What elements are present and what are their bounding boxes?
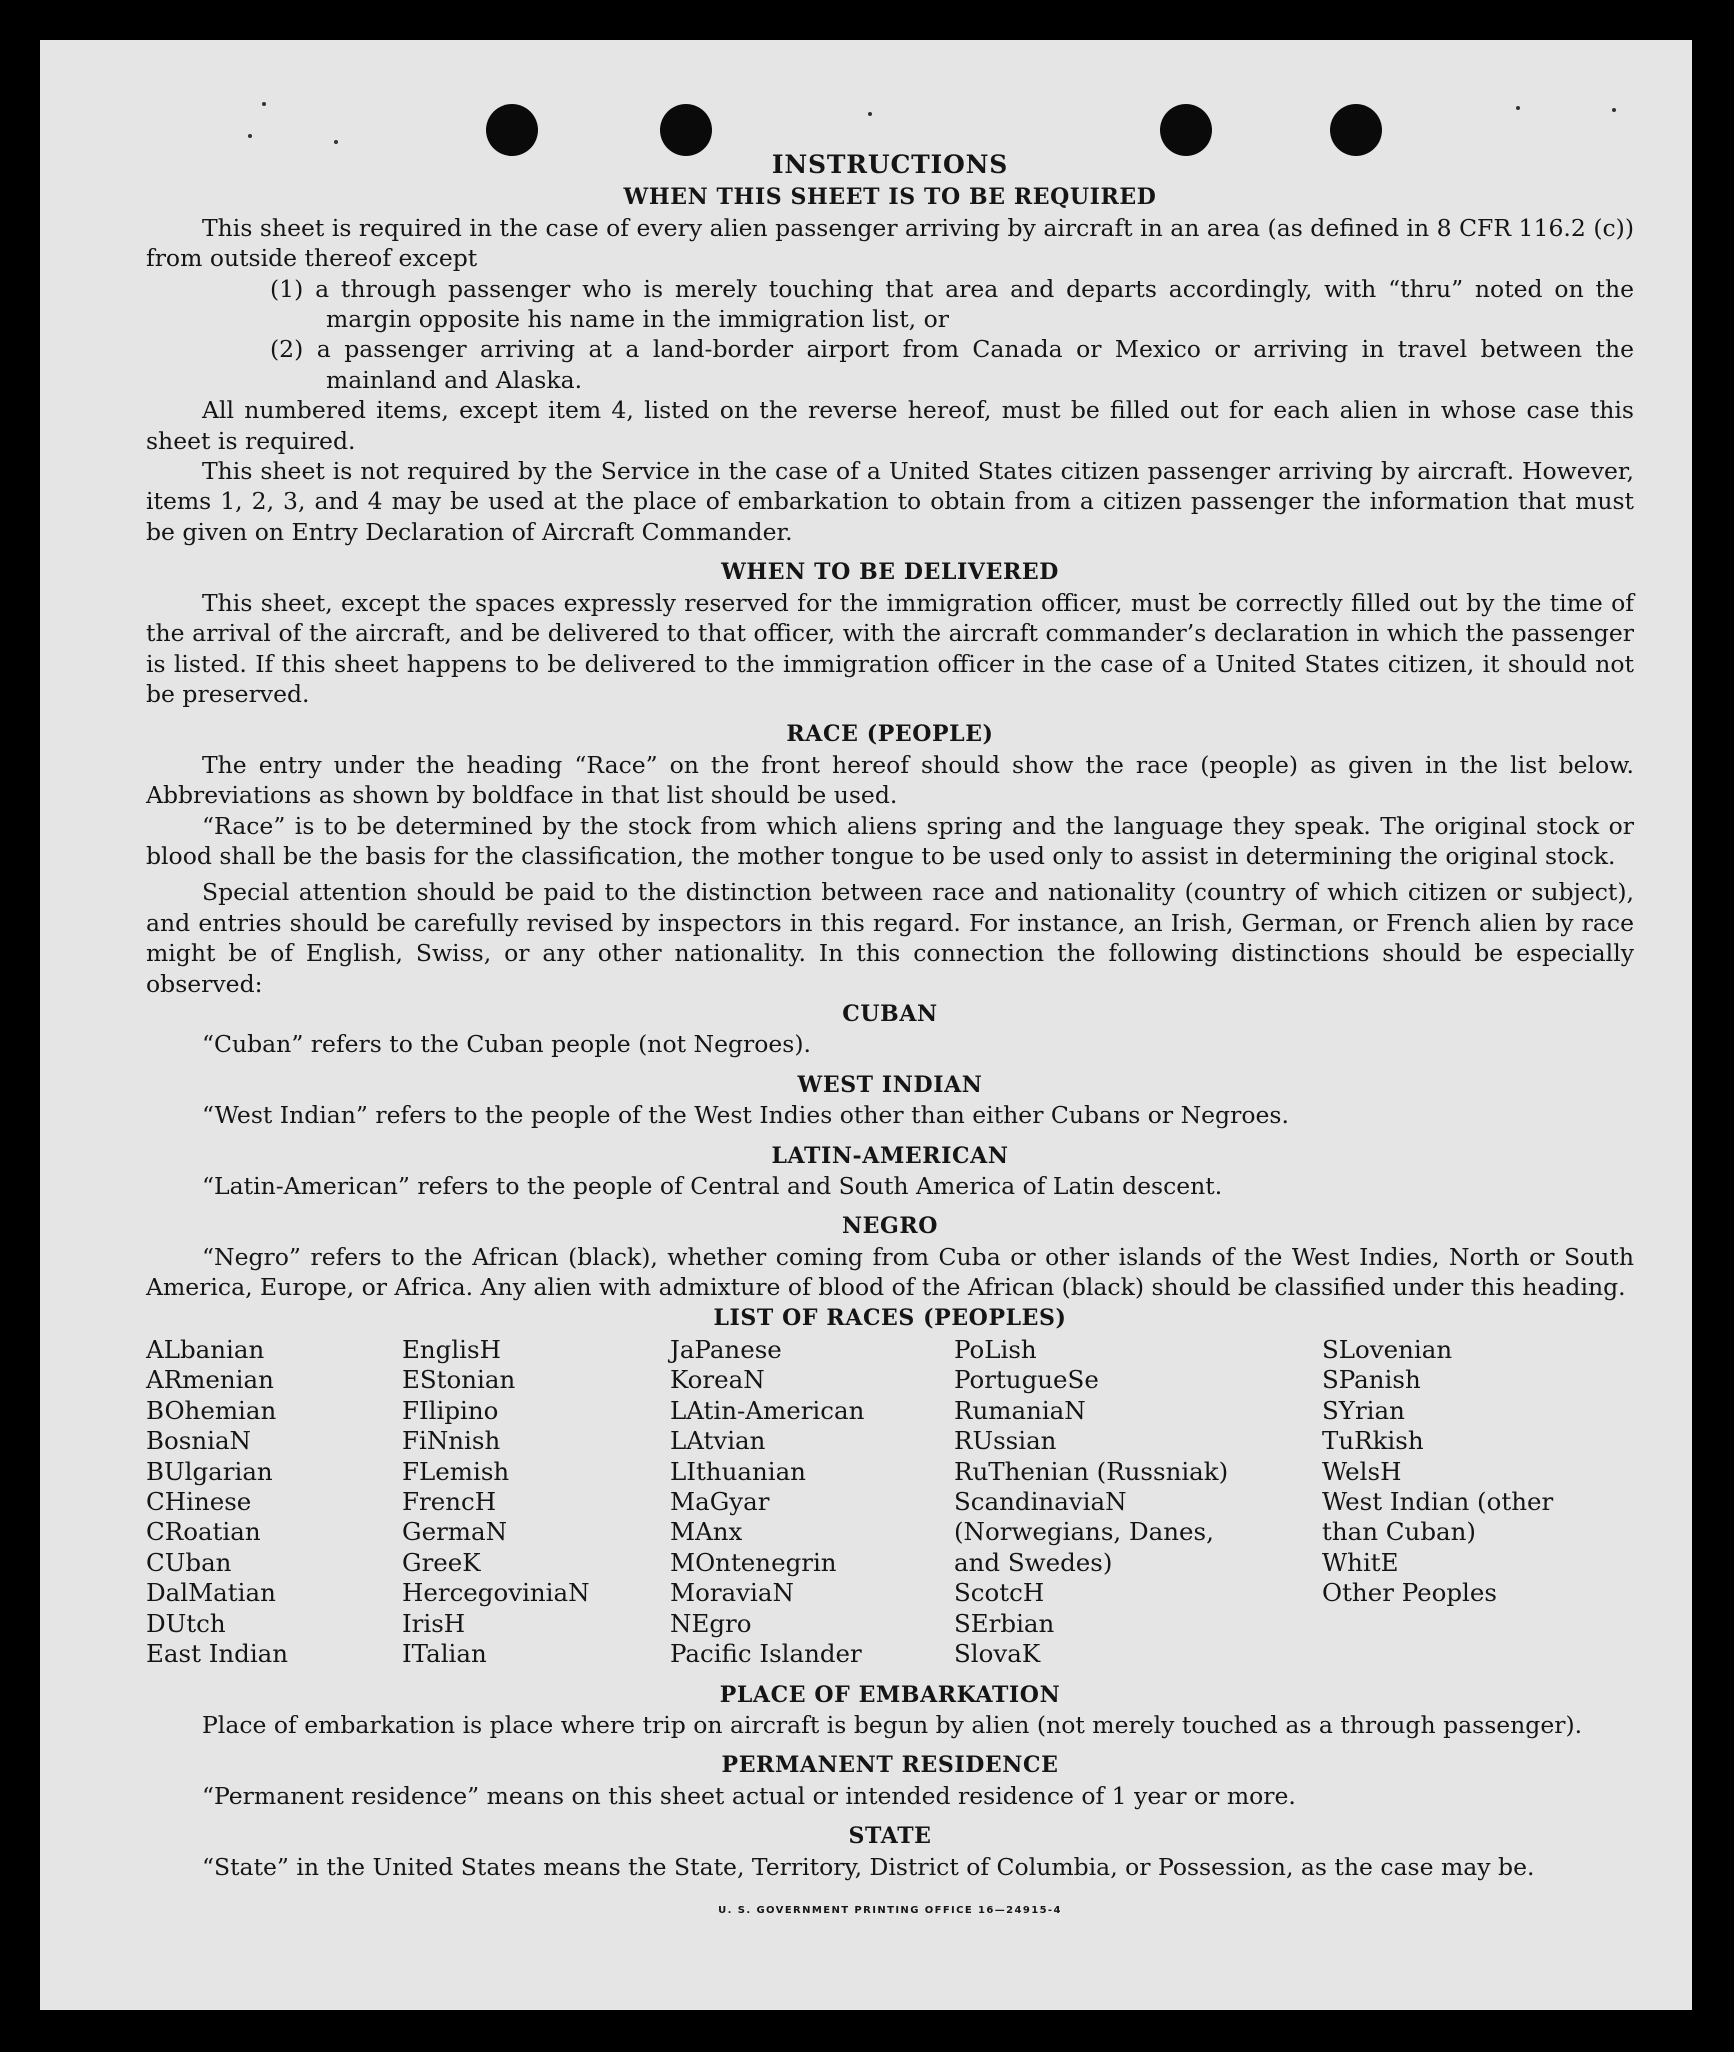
race-item: GermaN: [402, 1517, 508, 1547]
race-item: MaGyar: [670, 1487, 770, 1517]
race-item: SYrian: [1322, 1395, 1405, 1425]
list-item: (2) a passenger arriving at a land-border airport from Canada or Mexico or arriving in travel between the mainland and Alaska.: [270, 335, 1634, 394]
race-item: CRoatian: [146, 1517, 261, 1547]
race-item: SPanish: [1322, 1365, 1421, 1395]
race-item: PoLish: [954, 1335, 1037, 1365]
heading-place-of-embarkation: PLACE OF EMBARKATION: [719, 1681, 1061, 1708]
punch-hole: [1330, 104, 1382, 156]
race-item: MOntenegrin: [670, 1547, 837, 1577]
race-item: CHinese: [146, 1487, 252, 1517]
paragraph: This sheet is not required by the Service in the case of a United States citizen passenger arriving by aircraft. However, items 1, 2, 3, and 4 may be used at the place of embarkation to obtain from a citizen passenger the information that must be given on Entry Declaration of Aircraft Commander.: [146, 457, 1634, 546]
race-item: DUtch: [146, 1608, 226, 1638]
race-item: Pacific Islander: [670, 1639, 862, 1669]
race-item: LIthuanian: [670, 1456, 806, 1486]
ink-speck: [1516, 106, 1520, 110]
race-item: EStonian: [402, 1365, 516, 1395]
race-item: KoreaN: [670, 1365, 765, 1395]
race-item: ALbanian: [146, 1335, 265, 1365]
paragraph: “West Indian” refers to the people of the West Indies other than either Cubans or Negroes.: [202, 1101, 1289, 1130]
race-item: FrencH: [402, 1487, 497, 1517]
paragraph: “State” in the United States means the State, Territory, District of Columbia, or Possession, as the case may be.: [202, 1852, 1535, 1881]
race-item: WhitE: [1322, 1547, 1399, 1577]
heading-when-required: WHEN THIS SHEET IS TO BE REQUIRED: [623, 184, 1157, 211]
race-item: West Indian (other than Cuban): [1322, 1487, 1554, 1547]
race-column: [146, 1335, 402, 1669]
race-item: BOhemian: [146, 1395, 277, 1425]
paragraph: The entry under the heading “Race” on the front hereof should show the race (people) as given in the list below. Abbreviations as shown by boldface in that list should be used.: [146, 750, 1634, 810]
paragraph: Special attention should be paid to the distinction between race and nationality (country of which citizen or subject), and entries should be carefully revised by inspectors in this regard. For instance, an Irish, German, or French alien by race might be of English, Swiss, or any other nationality. In this connection the following distinctions should be especially observed:: [146, 878, 1634, 998]
race-item: ScandinaviaN (Norwegians, Danes, and Swedes): [954, 1487, 1214, 1577]
race-column: [402, 1335, 670, 1669]
page-title: INSTRUCTIONS: [771, 150, 1009, 179]
race-item: MoraviaN: [670, 1578, 794, 1608]
race-list: [146, 1335, 1634, 1669]
paragraph: “Permanent residence” means on this sheet actual or intended residence of 1 year or more.: [202, 1781, 1296, 1810]
printer-imprint: U. S. GOVERNMENT PRINTING OFFICE 16—24915-4: [718, 1904, 1062, 1916]
heading-state: STATE: [848, 1823, 932, 1850]
race-item: LAtvian: [670, 1426, 766, 1456]
punch-hole: [486, 104, 538, 156]
race-item: GreeK: [402, 1547, 481, 1577]
race-item: WelsH: [1322, 1456, 1402, 1486]
race-item: East Indian: [146, 1639, 289, 1669]
race-item: ITalian: [402, 1639, 487, 1669]
race-item: RuThenian (Russniak): [954, 1456, 1229, 1486]
race-column: [954, 1335, 1322, 1669]
race-column: [1322, 1335, 1634, 1669]
race-item: BUlgarian: [146, 1456, 273, 1486]
heading-list-of-races: LIST OF RACES (PEOPLES): [713, 1304, 1067, 1331]
race-item: IrisH: [402, 1608, 466, 1638]
heading-west-indian: WEST INDIAN: [797, 1071, 983, 1098]
heading-when-delivered: WHEN TO BE DELIVERED: [721, 559, 1059, 586]
paragraph: Place of embarkation is place where trip on aircraft is begun by alien (not merely touched as a through passenger).: [202, 1710, 1583, 1739]
heading-permanent-residence: PERMANENT RESIDENCE: [721, 1752, 1059, 1779]
paragraph: “Latin-American” refers to the people of Central and South America of Latin descent.: [202, 1172, 1223, 1200]
punch-hole: [660, 104, 712, 156]
race-item: HercegoviniaN: [402, 1578, 590, 1608]
ink-speck: [248, 134, 252, 138]
race-column: [670, 1335, 954, 1669]
list-item: (1) a through passenger who is merely touching that area and departs accordingly, with “thru” noted on the margin opposite his name in the immigration list, or: [270, 274, 1634, 334]
race-item: FIlipino: [402, 1395, 499, 1425]
race-item: ARmenian: [146, 1365, 274, 1395]
race-item: FiNnish: [402, 1426, 501, 1456]
paragraph: This sheet is required in the case of every alien passenger arriving by aircraft in an area (as defined in 8 CFR 116.2 (c)) from outside thereof except: [146, 213, 1634, 273]
race-item: DalMatian: [146, 1578, 276, 1608]
ink-speck: [1612, 108, 1616, 112]
race-item: LAtin-American: [670, 1395, 865, 1425]
race-item: NEgro: [670, 1608, 752, 1638]
race-item: SlovaK: [954, 1639, 1041, 1669]
paragraph: All numbered items, except item 4, listed on the reverse hereof, must be filled out for each alien in whose case this sheet is required.: [146, 396, 1634, 455]
race-item: EnglisH: [402, 1335, 501, 1365]
ink-speck: [334, 140, 338, 144]
heading-negro: NEGRO: [841, 1213, 939, 1240]
race-item: JaPanese: [670, 1335, 782, 1365]
race-item: MAnx: [670, 1517, 743, 1547]
paragraph: “Negro” refers to the African (black), whether coming from Cuba or other islands of the West Indies, North or South America, Europe, or Africa. Any alien with admixture of blood of the African (black) should be classified under this heading.: [146, 1242, 1634, 1302]
race-item: SLovenian: [1322, 1335, 1453, 1365]
race-item: ScotcH: [954, 1578, 1045, 1608]
race-item: SErbian: [954, 1608, 1055, 1638]
ink-speck: [262, 102, 266, 106]
race-item: TuRkish: [1322, 1426, 1424, 1456]
race-item: Other Peoples: [1322, 1578, 1497, 1608]
race-item: FLemish: [402, 1456, 510, 1486]
document-page: [40, 40, 1692, 2010]
ink-speck: [868, 112, 872, 116]
heading-latin-american: LATIN-AMERICAN: [771, 1142, 1009, 1169]
instructions-body: [146, 150, 1634, 1926]
race-item: CUban: [146, 1547, 232, 1577]
paragraph: This sheet, except the spaces expressly reserved for the immigration officer, must be correctly filled out by the time of the arrival of the aircraft, and be delivered to that officer, with the aircraft commander’s declaration in which the passenger is listed. If this sheet happens to be delivered to the immigration officer in the case of a United States citizen, it should not be preserved.: [146, 588, 1634, 708]
race-item: RumaniaN: [954, 1395, 1086, 1425]
heading-race: RACE (PEOPLE): [786, 721, 994, 748]
race-item: RUssian: [954, 1426, 1057, 1456]
race-item: BosniaN: [146, 1426, 251, 1456]
heading-cuban: CUBAN: [842, 1000, 938, 1027]
punch-hole: [1160, 104, 1212, 156]
paragraph: “Cuban” refers to the Cuban people (not Negroes).: [202, 1030, 812, 1059]
race-item: PortugueSe: [954, 1365, 1099, 1395]
paragraph: “Race” is to be determined by the stock from which aliens spring and the language they speak. The original stock or blood shall be the basis for the classification, the mother tongue to be used only to assist in determining the original stock.: [146, 811, 1634, 870]
